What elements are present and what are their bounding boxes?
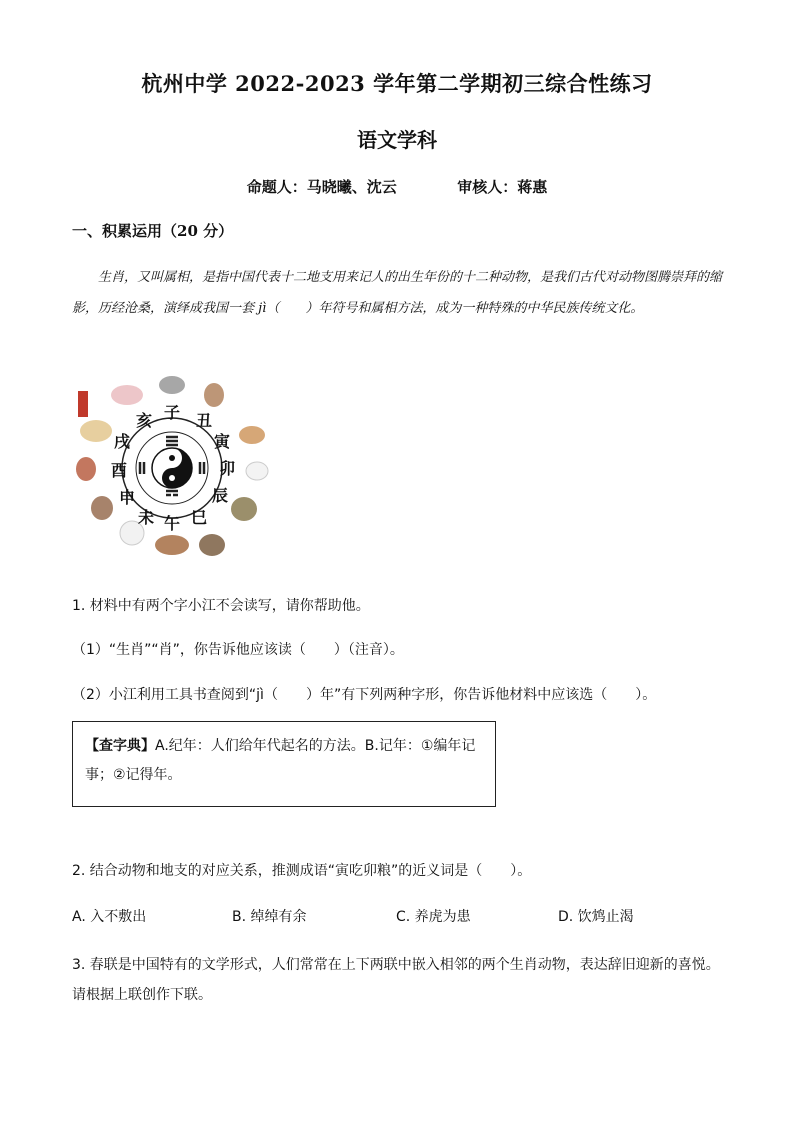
option-b: B. 绰绰有余 [232, 909, 307, 925]
dictionary-box [72, 721, 496, 807]
authors-line [0, 176, 794, 197]
branch-wei: 未 [137, 508, 155, 527]
branch-you: 酉 [110, 461, 128, 480]
question-1: 1. 材料中有两个字小江不会读写，请你帮助他。 [72, 598, 370, 614]
branch-si: 巳 [190, 508, 208, 527]
question-2: 2. 结合动物和地支的对应关系，推测成语“寅吃卯粮”的近义词是（ ）。 [72, 863, 532, 879]
question-3: 3. 春联是中国特有的文学形式，人们常常在上下两联中嵌入相邻的两个生肖动物，表达辞旧迎新的喜悦。请根据上联创作下联。 [72, 957, 720, 1003]
question-1-1: （1）“生肖”“肖”，你告诉他应该读（ ）（注音）。 [72, 642, 404, 658]
branch-xu: 戌 [113, 432, 131, 451]
yin-yang-icon [152, 448, 192, 488]
branch-yin: 寅 [213, 432, 231, 451]
option-c: C. 养虎为患 [396, 909, 471, 925]
branch-shen: 申 [118, 488, 136, 507]
dictionary-label: 【查字典】 [85, 738, 155, 754]
exam-title: 杭州中学 2022-2023 学年第二学期初三综合性练习 [141, 71, 653, 96]
branch-hai: 亥 [135, 411, 153, 430]
branch-wu: 午 [163, 514, 181, 533]
zodiac-figure [72, 373, 272, 563]
reviewer-text: 审核人：蒋惠 [457, 178, 548, 196]
section-heading: 一、积累运用（20 分） [72, 222, 234, 240]
branch-chou: 丑 [195, 411, 213, 430]
branch-mao: 卯 [218, 459, 236, 478]
question-1-2: （2）小江利用工具书查阅到“jì（ ）年”有下列两种字形，你告诉他材料中应该选（ ）。 [72, 687, 657, 703]
option-a: A. 入不敷出 [72, 909, 147, 925]
dictionary-text: A.纪年：人们给年代起名的方法。B.记年：①编年记事；②记得年。 [85, 738, 476, 783]
branch-zi: 子 [163, 403, 181, 422]
branch-chen: 辰 [211, 486, 229, 505]
intro-paragraph: 生肖，又叫属相，是指中国代表十二地支用来记人的出生年份的十二种动物，是我们古代对动物图腾崇拜的缩影，历经沧桑，演绎成我国一套 jì（ ）年符号和属相方法，成为一种特殊的中华民族传统文化。 [72, 270, 723, 316]
author-text: 命题人：马晓曦、沈云 [246, 178, 397, 196]
subject-title: 语文学科 [357, 128, 437, 152]
option-d: D. 饮鸩止渴 [558, 909, 634, 925]
seal-stamp [78, 391, 88, 417]
